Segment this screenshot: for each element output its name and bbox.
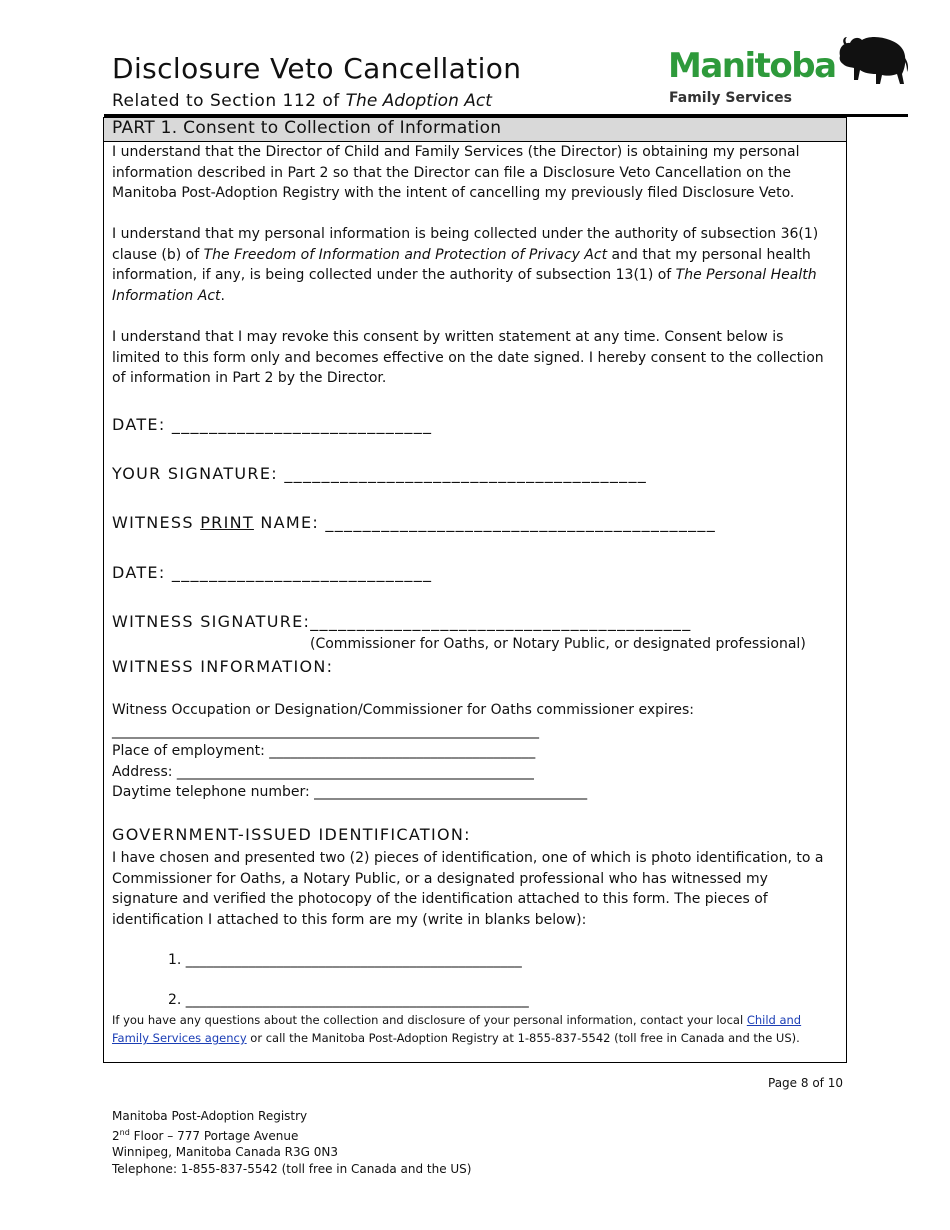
witness-print-underlined: PRINT [200,513,254,532]
footer-line-1: Manitoba Post-Adoption Registry [112,1109,308,1123]
manitoba-logo [668,34,913,114]
consent-paragraph-1: I understand that the Director of Child and Family Services (the Director) is obtaining my personal information described in Part 2 so that the Director can file a Disclosure Veto Cancellation on the Manitoba Post-Adoption Registry with the intent of cancelling my previously filed Disclosure Veto. [112,144,800,201]
page-number: Page 8 of 10 [768,1076,843,1090]
your-signature-field[interactable]: YOUR SIGNATURE: _______________________________________ [112,464,648,483]
footer-line-4: Telephone: 1-855-837-5542 (toll free in Canada and the US) [112,1161,472,1176]
contact-text-a: If you have any questions about the collection and disclosure of your personal information, contact your local [112,1013,747,1027]
date-field-1[interactable]: DATE: ____________________________ [112,415,433,434]
witness-print-a: WITNESS [112,513,201,532]
footer-floor-suffix: nd [119,1127,130,1137]
logo-subtext: Family Services [669,90,792,106]
contact-text-b: or call the Manitoba Post-Adoption Registry at 1-855-837-5542 (toll free in Canada and the US). [246,1031,800,1045]
witness-information-heading: WITNESS INFORMATION: [112,657,334,676]
witness-print-b: NAME: __________________________________________ [253,513,717,532]
footer-floor-number: 2 [112,1128,120,1143]
para2-text-a: I understand that my personal information is being collected under the authority of subsection 36(1) clause (b) of [112,226,819,263]
witness-occupation-line[interactable]: _____________________________________________________________ [112,723,539,739]
contact-note [112,1011,832,1047]
witness-print-name-field[interactable] [112,513,716,532]
para2-text-c: . [220,287,225,304]
identification-item-1[interactable]: 1. ________________________________________________ [168,952,522,968]
witness-signature-note: (Commissioner for Oaths, or Notary Public, or designated professional) [310,636,806,652]
para2-text-b: and that my personal health information, if any, is being collected under the authority of subsection 13(1) of [112,246,811,283]
identification-heading: GOVERNMENT-ISSUED IDENTIFICATION: [112,825,471,844]
form-title: Disclosure Veto Cancellation [112,52,522,85]
consent-paragraph-3: I understand that I may revoke this consent by written statement at any time. Consent below is limited to this form only and becomes effective on the date signed. I hereby consent to the collection of information in Part 2 by the Director. [112,329,824,386]
logo-wordmark: Manitoba [668,46,836,86]
subtitle-act: The Adoption Act [345,91,492,111]
subtitle-prefix: Related to Section 112 of [112,91,346,111]
footer-floor-rest: Floor – 777 Portage Avenue [129,1128,299,1143]
part1-title: PART 1. Consent to Collection of Information [112,118,502,138]
daytime-telephone-field[interactable]: Daytime telephone number: _______________________________________ [112,784,588,800]
identification-item-2[interactable]: 2. _________________________________________________ [168,992,529,1008]
address-field[interactable]: Address: ___________________________________________________ [112,764,534,780]
date-field-2[interactable]: DATE: ____________________________ [112,563,433,582]
bison-icon [834,34,910,90]
phia-act: The Personal Health Information Act [112,267,817,304]
foippa-act: The Freedom of Information and Protection of Privacy Act [203,246,608,263]
witness-occupation-label: Witness Occupation or Designation/Commissioner for Oaths commissioner expires: [112,702,694,718]
footer-line-3: Winnipeg, Manitoba Canada R3G 0N3 [112,1145,339,1159]
consent-paragraph-2 [112,224,834,306]
identification-text: I have chosen and presented two (2) pieces of identification, one of which is photo identification, to a Commissioner for Oaths, a Notary Public, or a designated professional who has witnessed my signature and verified the photocopy of the identification attached to this form. The pieces of identification I attached to this form are my (write in blanks below): [112,850,824,928]
form-subtitle [112,91,492,111]
witness-signature-field[interactable]: WITNESS SIGNATURE:_________________________________________ [112,612,692,631]
footer-line-2 [112,1125,471,1145]
place-of-employment-field[interactable]: Place of employment: ______________________________________ [112,743,536,759]
footer-address [112,1108,471,1177]
cfs-agency-link[interactable]: Child and Family Services agency [112,1013,802,1045]
